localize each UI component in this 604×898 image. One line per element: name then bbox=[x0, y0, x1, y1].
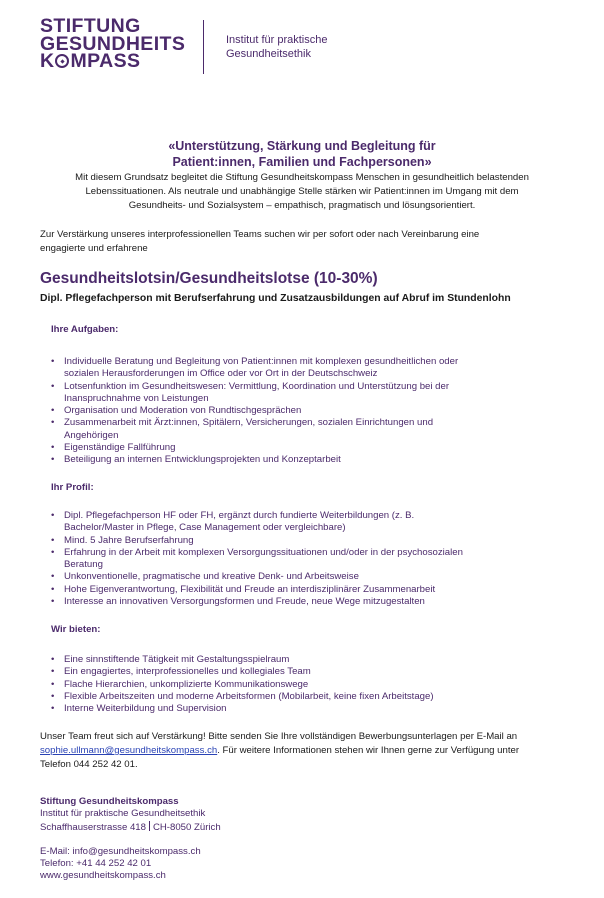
tagline-line-1: Institut für praktische bbox=[226, 34, 328, 46]
footer-phone: Telefon: +41 44 252 42 01 bbox=[40, 858, 152, 870]
intro-text bbox=[40, 171, 564, 213]
profile-heading: Ihr Profil: bbox=[51, 482, 94, 493]
footer bbox=[40, 796, 340, 883]
closing-line-3: Telefon 044 252 42 01. bbox=[40, 759, 138, 770]
list-item-text: • Organisation und Moderation von Rundtischgesprächen bbox=[64, 405, 302, 417]
list-item bbox=[40, 381, 564, 406]
logo bbox=[40, 15, 190, 72]
list-item bbox=[40, 356, 564, 381]
lead-paragraph bbox=[40, 228, 564, 256]
footer-street: Schaffhauserstrasse 418 bbox=[40, 821, 146, 833]
tagline-line-2: Gesundheitsethik bbox=[226, 48, 311, 60]
header-divider bbox=[203, 20, 204, 74]
list-item-text: • Flexible Arbeitszeiten und moderne Arbeitsformen (Mobilarbeit, keine fixen Arbeitstage) bbox=[64, 690, 434, 702]
footer-org: Stiftung Gesundheitskompass bbox=[40, 796, 179, 807]
intro-title-line-2: Patient:innen, Familien und Fachpersonen» bbox=[172, 155, 432, 169]
list-item bbox=[40, 510, 564, 535]
address-separator bbox=[149, 821, 150, 831]
list-item-text: Angehörigen bbox=[64, 429, 119, 441]
lead-line-1: Zur Verstärkung unseres interprofessionellen Teams suchen wir per sofort oder nach Vereinbarung eine bbox=[40, 229, 480, 240]
list-item bbox=[40, 703, 564, 715]
closing-line-1: Unser Team freut sich auf Verstärkung! Bitte senden Sie Ihre vollständigen Bewerbungsunterlagen per E-Mail an bbox=[40, 731, 518, 742]
list-item-text: sozialen Herausforderungen im Office oder vor Ort in der Deutschschweiz bbox=[64, 368, 378, 380]
list-item-text: • Flache Hierarchien, unkomplizierte Kommunikationswege bbox=[64, 678, 309, 690]
list-item-text: • Ein engagiertes, interprofessionelles und kollegiales Team bbox=[64, 666, 311, 678]
footer-institute: Institut für praktische Gesundheitsethik bbox=[40, 808, 206, 820]
offer-list bbox=[40, 654, 564, 715]
job-title: Gesundheitslotsin/Gesundheitslotse (10-30%) bbox=[40, 270, 378, 287]
list-item bbox=[40, 547, 564, 572]
logo-line-3-post: MPASS bbox=[70, 50, 141, 72]
list-item-text: • Erfahrung in der Arbeit mit komplexen Versorgungssituationen und/oder in der psychosozialen bbox=[64, 546, 463, 558]
intro-title-line-1: «Unterstützung, Stärkung und Begleitung für bbox=[168, 139, 436, 153]
logo-line-1: STIFTUNG bbox=[40, 15, 141, 37]
list-item-text: • Unkonventionelle, pragmatische und kreative Denk- und Arbeitsweise bbox=[64, 571, 359, 583]
footer-web[interactable]: www.gesundheitskompass.ch bbox=[40, 870, 166, 882]
job-subtitle: Dipl. Pflegefachperson mit Berufserfahrung und Zusatzausbildungen auf Abruf im Stundenlohn bbox=[40, 293, 511, 304]
intro bbox=[40, 138, 564, 213]
footer-city: CH-8050 Zürich bbox=[152, 821, 221, 833]
list-item-text: • Mind. 5 Jahre Berufserfahrung bbox=[64, 534, 194, 546]
list-item bbox=[40, 417, 564, 442]
intro-text-line-2: Lebenssituationen. Als neutrale und unabhängige Stelle stärken wir Patient:innen im Umgang mit dem bbox=[85, 186, 519, 197]
logo-line-3-pre: K bbox=[40, 50, 55, 72]
list-item-text: Inanspruchnahme von Leistungen bbox=[64, 392, 209, 404]
list-item bbox=[40, 535, 564, 547]
logo-line-3 bbox=[40, 50, 190, 72]
list-item bbox=[40, 405, 564, 417]
tasks-list bbox=[40, 356, 564, 467]
list-item bbox=[40, 571, 564, 583]
lead-line-2: engagierte und erfahrene bbox=[40, 243, 148, 254]
footer-gap bbox=[40, 834, 340, 846]
closing-line-2 bbox=[40, 744, 564, 758]
list-item-text: • Beteiligung an internen Entwicklungsprojekten und Konzeptarbeit bbox=[64, 454, 341, 466]
list-item bbox=[40, 691, 564, 703]
list-item bbox=[40, 596, 564, 608]
list-item bbox=[40, 679, 564, 691]
contact-email-link[interactable]: sophie.ullmann@gesundheitskompass.ch bbox=[40, 745, 218, 756]
list-item-text: • Hohe Eigenverantwortung, Flexibilität und Freude an interdisziplinärer Zusammenarbeit bbox=[64, 583, 436, 595]
list-item bbox=[40, 666, 564, 678]
closing-line-2-rest: . Für weitere Informationen stehen wir Ihnen gerne zur Verfügung unter bbox=[217, 745, 520, 756]
list-item-text: • Interne Weiterbildung und Supervision bbox=[64, 703, 227, 715]
list-item-text: Bachelor/Master in Pflege, Case Management oder vergleichbare) bbox=[64, 522, 346, 534]
list-item-text: • Zusammenarbeit mit Ärzt:innen, Spitälern, Versicherungen, sozialen Einrichtungen und bbox=[64, 417, 434, 429]
offer-heading: Wir bieten: bbox=[51, 624, 101, 635]
list-item-text: • Interesse an innovativen Versorgungsformen und Freude, neue Wege mitzugestalten bbox=[64, 596, 425, 608]
list-item-text: • Eine sinnstiftende Tätigkeit mit Gestaltungsspielraum bbox=[64, 654, 290, 665]
closing-paragraph bbox=[40, 730, 564, 772]
list-item bbox=[40, 454, 564, 466]
list-item-text: Beratung bbox=[64, 559, 103, 571]
footer-email[interactable]: E-Mail: info@gesundheitskompass.ch bbox=[40, 845, 201, 857]
list-item-text: • Lotsenfunktion im Gesundheitswesen: Vermittlung, Koordination und Unterstützung bei der bbox=[64, 380, 450, 392]
intro-text-line-1: Mit diesem Grundsatz begleitet die Stiftung Gesundheitskompass Menschen in gesundheitlich belastenden bbox=[75, 172, 529, 183]
footer-address bbox=[40, 821, 340, 834]
tagline bbox=[226, 33, 426, 61]
logo-line-2: GESUNDHEITS bbox=[40, 32, 186, 55]
list-item-text: • Dipl. Pflegefachperson HF oder FH, ergänzt durch fundierte Weiterbildungen (z. B. bbox=[64, 510, 415, 521]
list-item-text: • Eigenständige Fallführung bbox=[64, 442, 176, 454]
list-item-text: • Individuelle Beratung und Begleitung von Patient:innen mit komplexen gesundheitlichen oder bbox=[64, 356, 459, 367]
list-item bbox=[40, 584, 564, 596]
list-item bbox=[40, 442, 564, 454]
tasks-heading: Ihre Aufgaben: bbox=[51, 324, 119, 335]
compass-icon bbox=[55, 54, 69, 68]
list-item bbox=[40, 654, 564, 666]
intro-text-line-3: Gesundheits- und Sozialsystem – empathisch, pragmatisch und lösungsorientiert. bbox=[128, 200, 476, 211]
profile-list bbox=[40, 510, 564, 608]
